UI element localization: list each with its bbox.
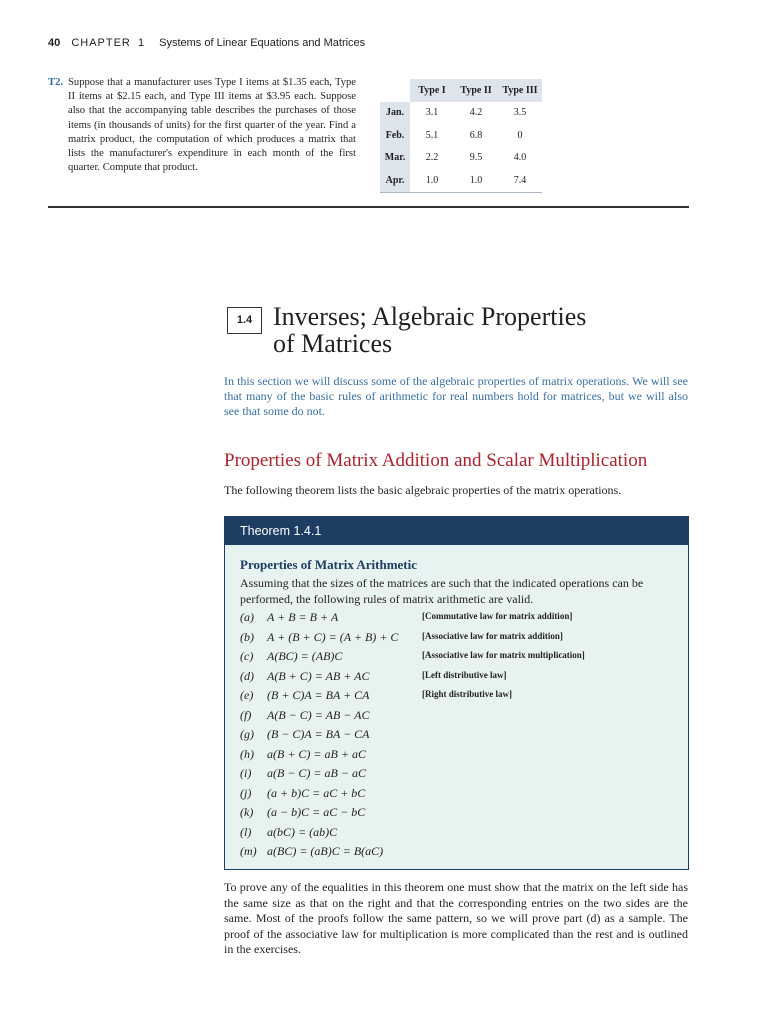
rule-item [240,688,680,707]
rule-item [240,825,680,844]
rule-formula: A(B − C) = AB − AC [267,707,370,722]
rule-label: (j) [240,785,252,800]
subsection-lead: The following theorem lists the basic algebraic properties of the matrix operations. [224,483,622,497]
rule-label: (g) [240,727,254,741]
table-cell: 4.2 [469,107,483,119]
rule-item [240,708,680,727]
table-cell: 6.8 [469,129,483,141]
rule-item [240,805,680,824]
rule-formula: A(BC) = (AB)C [267,649,343,663]
rule-note: [Associative law for matrix addition] [422,630,563,641]
rule-formula: (a − b)C = aC − bC [267,805,366,819]
rule-item [240,786,680,805]
rule-item [240,844,680,863]
theorem-box [224,516,689,870]
rule-formula: a(BC) = (aB)C = B(aC) [267,844,384,858]
rule-label: (m) [240,844,257,858]
row-header: Jan. [380,102,410,125]
rule-label: (c) [240,649,254,663]
rule-formula: A + (B + C) = (A + B) + C [267,629,399,644]
section-title-line2: of Matrices [273,329,393,358]
column-header: Type I [410,79,454,102]
rule-label: (i) [240,766,252,780]
row-header: Apr. [380,169,410,192]
section-number-box: 1.4 [227,307,262,334]
purchases-table [380,79,542,193]
table-row [380,169,542,192]
rule-note: [Commutative law for matrix addition] [422,611,573,621]
section-divider [48,206,689,208]
table-cell: 3.1 [425,107,439,119]
subsection-heading: Properties of Matrix Addition and Scalar Multiplication [224,450,648,471]
rule-formula: a(bC) = (ab)C [267,824,338,839]
rule-formula: A(B + C) = AB + AC [267,668,370,683]
row-header: Mar. [380,147,410,170]
row-header: Feb. [380,124,410,147]
column-header: Type II [454,79,498,102]
chapter-title: Systems of Linear Equations and Matrices [159,37,366,49]
table-cell: 0 [517,129,523,141]
rule-note: [Associative law for matrix multiplication] [422,650,585,660]
rule-item [240,649,680,668]
rule-item [240,766,680,785]
exercise-text: Suppose that a manufacturer uses Type I items at $1.35 each, Type II items at $2.15 each, and Type III items at $3.95 each. Suppose also that the accompanying table describes the purchases of those items (in thousands of units) for the first quarter of the year. Find a matrix product, the computation of which produces a matrix that lists the manufacturer's expenditure in each month of the first quarter. Compute that product. [68,77,356,174]
rule-note: [Left distributive law] [422,669,507,680]
table-cell: 2.2 [425,152,439,164]
rule-label: (a) [240,610,254,624]
theorem-subtitle: Properties of Matrix Arithmetic [240,557,417,572]
table-cell: 1.0 [454,169,498,192]
table-cell: 9.5 [469,152,483,164]
rule-item [240,630,680,649]
section-title-line1: Inverses; Algebraic Properties [273,302,587,331]
rule-formula: (B + C)A = BA + CA [267,688,370,702]
rule-item [240,610,680,629]
rule-label: (h) [240,746,254,761]
chapter-number: 1 [137,37,145,49]
table-cell: 4.0 [513,152,527,164]
rule-label: (d) [240,668,254,683]
exercise-label: T2. [48,77,64,88]
table-row [380,102,542,125]
table-row [380,147,542,170]
exercise-t2 [48,76,356,175]
table-header-row [380,79,542,102]
rule-label: (f) [240,707,252,722]
column-header: Type III [498,79,542,102]
rule-item [240,727,680,746]
section-intro: In this section we will discuss some of the algebraic properties of matrix operations. We will see that many of the basic rules of arithmetic for real numbers hold for matrices, but we will also see that some do not. [224,374,688,418]
rule-formula: (B − C)A = BA − CA [267,727,370,741]
running-header [48,37,365,49]
rule-note: [Right distributive law] [422,689,512,699]
table-cell: 3.5 [513,107,527,119]
rule-formula: A + B = B + A [267,610,339,624]
table-corner [380,79,410,102]
page-number: 40 [48,37,61,49]
rule-item [240,669,680,688]
rule-item [240,747,680,766]
rule-label: (k) [240,805,254,819]
rule-label: (b) [240,629,254,644]
table-row [380,124,542,147]
table-cell: 1.0 [410,169,454,192]
chapter-label: CHAPTER [71,37,131,49]
closing-paragraph: To prove any of the equalities in this theorem one must show that the matrix on the left side has the same size as that on the right and that the corresponding entries on the two sides are the same. Most of the proofs follow the same pattern, so we will prove part (d) as a sample. The proof of the associative law for multiplication is more complicated than the rest and is outlined in the exercises. [224,880,688,956]
rule-label: (e) [240,688,254,702]
rule-formula: a(B − C) = aB − aC [267,766,366,780]
table-cell: 5.1 [425,129,439,141]
rule-label: (l) [240,824,252,839]
table-cell: 7.4 [498,169,542,192]
rule-formula: a(B + C) = aB + aC [267,746,366,761]
theorem-intro: Assuming that the sizes of the matrices are such that the indicated operations can be performed, the following rules of matrix arithmetic are valid. [240,576,644,606]
rule-formula: (a + b)C = aC + bC [267,785,366,800]
theorem-header: Theorem 1.4.1 [225,517,688,545]
section-title [273,303,586,357]
